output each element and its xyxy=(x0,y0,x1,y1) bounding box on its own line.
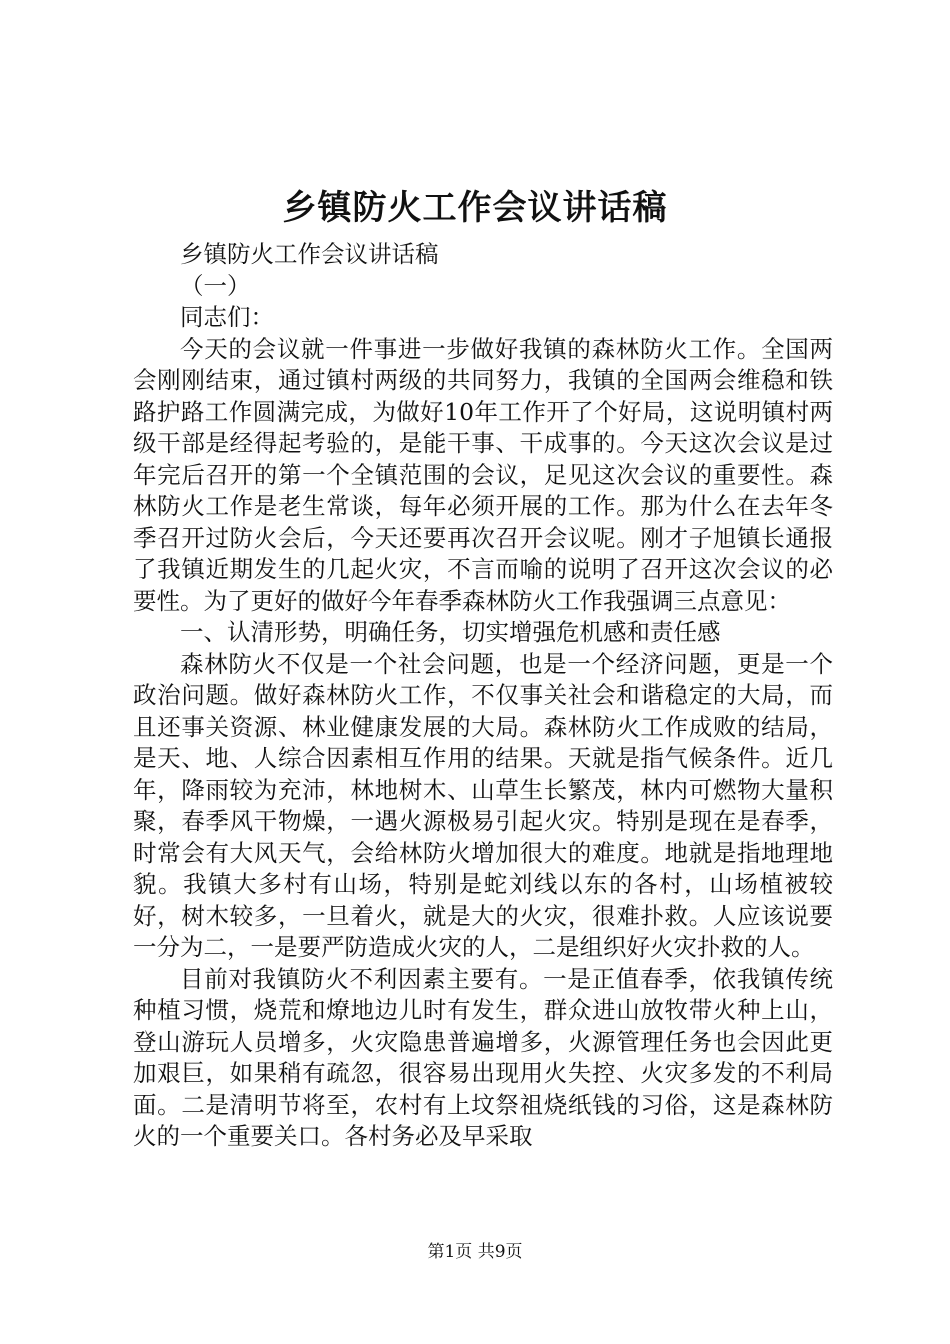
paragraph-intro: 今天的会议就一件事进一步做好我镇的森林防火工作。全国两会刚刚结束，通过镇村两级的共同努力，我镇的全国两会维稳和铁路护路工作圆满完成，为做好10年工作开了个好局，这说明镇村两级干部是经得起考验的，是能干事、干成事的。今天这次会议是过年完后召开的第一个全镇范围的会议，足见这次会议的重要性。森林防火工作是老生常谈，每年必须开展的工作。那为什么在去年冬季召开过防火会后，今天还要再次召开会议呢。刚才子旭镇长通报了我镇近期发生的几起火灾，不言而喻的说明了召开这次会议的必要性。为了更好的做好今年春季森林防火工作我强调三点意见： xyxy=(133,334,833,615)
paragraph-forest-fire: 森林防火不仅是一个社会问题，也是一个经济问题，更是一个政治问题。做好森林防火工作，不仅事关社会和谐稳定的大局，而且还事关资源、林业健康发展的大局。森林防火工作成败的结局，是天、地、人综合因素相互作用的结果。天就是指气候条件。近几年，降雨较为充沛，林地树木、山草生长繁茂，林内可燃物大量积聚，春季风干物燥，一遇火源极易引起火灾。特别是现在是春季，时常会有大风天气，会给林防火增加很大的难度。地就是指地理地貌。我镇大多村有山场，特别是蛇刘线以东的各村，山场植被较好，树木较多，一旦着火，就是大的火灾，很难扑救。人应该说要一分为二，一是要严防造成火灾的人，二是组织好火灾扑救的人。 xyxy=(133,649,833,961)
paragraph-heading-one: 一、认清形势，明确任务，切实增强危机感和责任感 xyxy=(180,618,721,646)
paragraph-salutation: 同志们： xyxy=(180,303,274,331)
paragraph-unfavorable-factors: 目前对我镇防火不利因素主要有。一是正值春季，依我镇传统种植习惯，烧荒和燎地边儿时有发生，群众进山放牧带火种上山，登山游玩人员增多，火灾隐患普遍增多，火源管理任务也会因此更加艰巨，如果稍有疏忽，很容易出现用火失控、火灾多发的不利局面。二是清明节将至，农村有上坟祭祖烧纸钱的习俗，这是森林防火的一个重要关口。各村务必及早采取 xyxy=(133,964,833,1150)
page-footer: 第1页 共9页 xyxy=(427,1242,523,1262)
document-body xyxy=(133,239,833,1153)
paragraph-section-number: （一） xyxy=(180,271,251,300)
document-title: 乡镇防火工作会议讲话稿 xyxy=(282,188,668,228)
paragraph-subtitle: 乡镇防火工作会议讲话稿 xyxy=(180,240,439,268)
